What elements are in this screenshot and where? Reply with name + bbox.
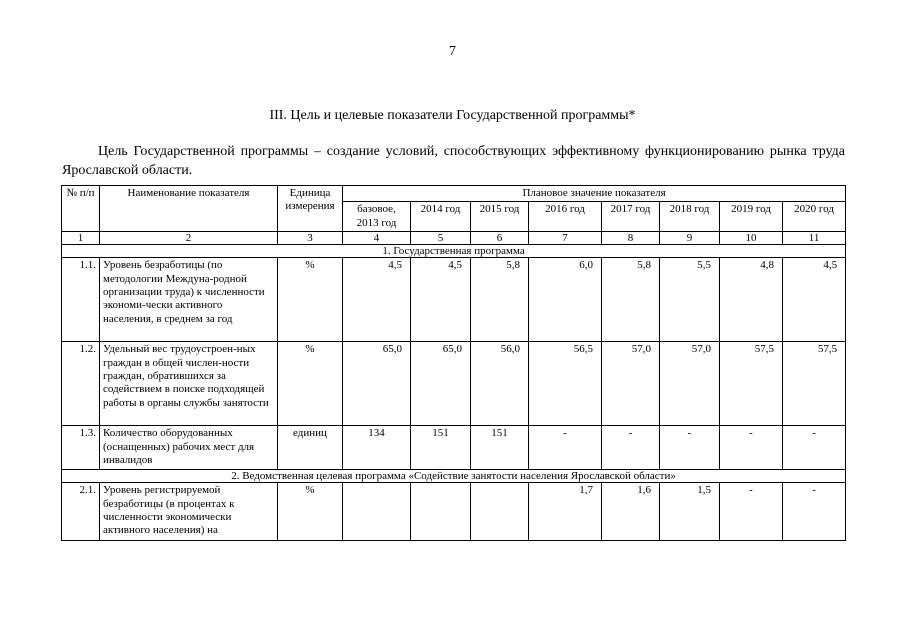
- header-planned: Плановое значение показателя: [343, 186, 846, 202]
- row-value: -: [660, 426, 720, 470]
- header-row: [62, 186, 846, 202]
- row-value: 5,8: [602, 258, 660, 342]
- column-number: 7: [529, 232, 602, 245]
- row-value: 4,5: [343, 258, 411, 342]
- row-value: 151: [471, 426, 529, 470]
- section-heading: 2. Ведомственная целевая программа «Содействие занятости населения Ярославской области»: [62, 470, 846, 483]
- header-num: № п/п: [62, 186, 100, 232]
- row-value: 4,8: [720, 258, 783, 342]
- row-value: 4,5: [783, 258, 846, 342]
- header-year: 2019 год: [720, 202, 783, 232]
- row-name: Уровень регистрируемой безработицы (в процентах к численности экономически активного населения) на: [100, 483, 278, 541]
- row-value: 6,0: [529, 258, 602, 342]
- header-year: 2016 год: [529, 202, 602, 232]
- row-value: 57,5: [720, 342, 783, 426]
- column-numbers-row: [62, 232, 846, 245]
- row-num: 1.1.: [62, 258, 100, 342]
- section-row: [62, 245, 846, 258]
- row-unit: %: [278, 342, 343, 426]
- column-number: 10: [720, 232, 783, 245]
- row-value: 57,0: [602, 342, 660, 426]
- row-value: [471, 483, 529, 541]
- row-value: 1,7: [529, 483, 602, 541]
- section-title: III. Цель и целевые показатели Государственной программы*: [269, 108, 636, 123]
- row-value: 4,5: [411, 258, 471, 342]
- row-value: 56,5: [529, 342, 602, 426]
- section-row: [62, 470, 846, 483]
- row-value: 151: [411, 426, 471, 470]
- indicators-table: [61, 185, 846, 541]
- row-value: 65,0: [411, 342, 471, 426]
- row-value: -: [720, 483, 783, 541]
- header-year: 2020 год: [783, 202, 846, 232]
- row-value: [411, 483, 471, 541]
- table-row: [62, 342, 846, 426]
- table-row: [62, 258, 846, 342]
- row-value: -: [529, 426, 602, 470]
- column-number: 6: [471, 232, 529, 245]
- row-value: 56,0: [471, 342, 529, 426]
- row-name: Количество оборудованных (оснащенных) рабочих мест для инвалидов: [100, 426, 278, 470]
- row-value: 1,6: [602, 483, 660, 541]
- column-number: 9: [660, 232, 720, 245]
- row-value: 1,5: [660, 483, 720, 541]
- header-year: 2014 год: [411, 202, 471, 232]
- row-name: Удельный вес трудоустроен-ных граждан в общей числен-ности граждан, обратившихся за содействием в поиске подходящей работы в органы службы занятости: [100, 342, 278, 426]
- goal-text: Цель Государственной программы – создание условий, способствующих эффективному функционированию рынка труда Ярославской области.: [62, 144, 845, 178]
- row-num: 2.1.: [62, 483, 100, 541]
- row-unit: %: [278, 258, 343, 342]
- column-number: 3: [278, 232, 343, 245]
- row-value: -: [602, 426, 660, 470]
- row-unit: %: [278, 483, 343, 541]
- header-name: Наименование показателя: [100, 186, 278, 232]
- row-value: 65,0: [343, 342, 411, 426]
- header-year: 2017 год: [602, 202, 660, 232]
- table-row: [62, 483, 846, 541]
- page-number: 7: [449, 44, 456, 59]
- row-num: 1.2.: [62, 342, 100, 426]
- column-number: 5: [411, 232, 471, 245]
- header-year: базовое, 2013 год: [343, 202, 411, 232]
- column-number: 4: [343, 232, 411, 245]
- header-unit: Единица измерения: [278, 186, 343, 232]
- row-num: 1.3.: [62, 426, 100, 470]
- goal-paragraph: [62, 142, 845, 180]
- row-value: -: [783, 426, 846, 470]
- row-value: 134: [343, 426, 411, 470]
- row-value: -: [720, 426, 783, 470]
- column-number: 2: [100, 232, 278, 245]
- header-year: 2015 год: [471, 202, 529, 232]
- row-value: 57,0: [660, 342, 720, 426]
- row-value: -: [783, 483, 846, 541]
- row-unit: единиц: [278, 426, 343, 470]
- row-name: Уровень безработицы (по методологии Междуна-родной организации труда) к численности экономи-чески активного населения, в среднем за год: [100, 258, 278, 342]
- table-row: [62, 426, 846, 470]
- row-value: 57,5: [783, 342, 846, 426]
- row-value: 5,5: [660, 258, 720, 342]
- row-value: [343, 483, 411, 541]
- header-year: 2018 год: [660, 202, 720, 232]
- section-heading: 1. Государственная программа: [62, 245, 846, 258]
- column-number: 8: [602, 232, 660, 245]
- column-number: 11: [783, 232, 846, 245]
- column-number: 1: [62, 232, 100, 245]
- row-value: 5,8: [471, 258, 529, 342]
